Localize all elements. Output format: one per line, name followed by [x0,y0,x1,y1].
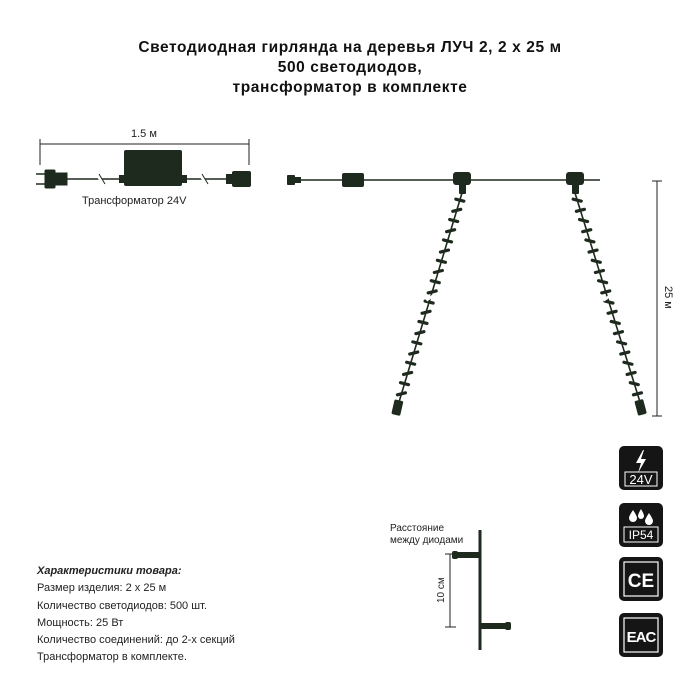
led-diode-icon [452,551,480,559]
transformer-label: Трансформатор 24V [82,195,187,207]
spec-line: Трансформатор в комплекте. [37,651,187,664]
title-line-1: Светодиодная гирлянда на деревья ЛУЧ 2, 2 x 25 м [138,39,562,56]
spacing-distance-label: 10 см [436,577,447,603]
voltage-badge [619,446,663,490]
eac-mark-badge [619,613,663,657]
led-diode-icon [480,622,511,630]
product-specs [37,563,235,667]
strand-length-label: 25 м [662,286,674,309]
ip-rating-badge [619,503,663,547]
ip-rating-text: IP54 [628,528,654,542]
eac-mark-text: EAC [626,629,656,646]
spec-line: Размер изделия: 2 х 25 м [37,582,167,595]
water-drops-icon [629,509,653,525]
spacing-caption-line-2: между диодами [390,535,464,546]
spec-line: Количество соединений: до 2-х секций [37,634,235,647]
specs-heading: Характеристики товара: [37,565,182,577]
spacing-caption-line-1: Расстояние [390,523,445,534]
ce-mark-badge [619,557,663,601]
title-line-2: 500 светодиодов, [277,59,423,76]
cable-length-label: 1.5 м [131,128,157,140]
voltage-badge-text: 24V [629,472,653,487]
title-line-3: трансформатор в комплекте [232,79,468,96]
spec-line: Мощность: 25 Вт [37,616,124,629]
lightning-icon [636,450,646,473]
ce-mark-text: CE [627,571,655,592]
spec-line: Количество светодиодов: 500 шт. [37,599,207,612]
